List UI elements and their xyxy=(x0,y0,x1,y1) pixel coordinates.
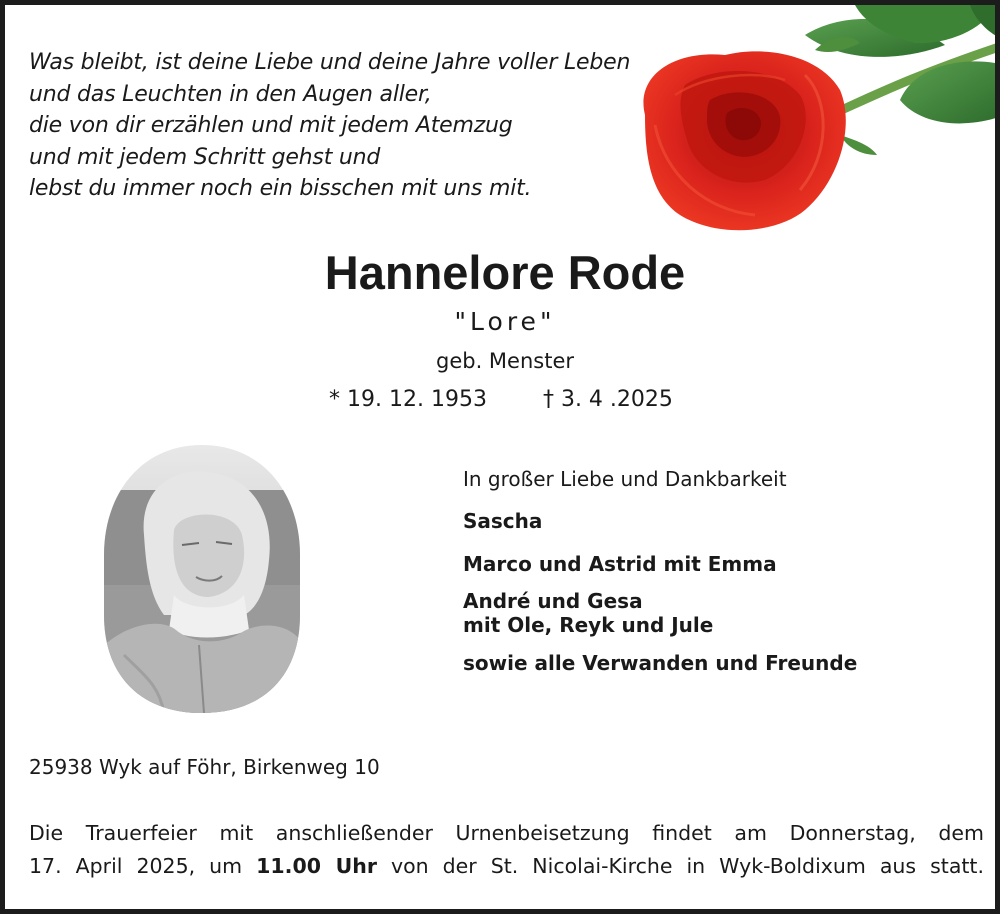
poem xyxy=(29,47,630,205)
poem-line: Was bleibt, ist deine Liebe und deine Jahre voller Leben xyxy=(29,50,631,75)
birth-date: * 19. 12. 1953 xyxy=(329,387,487,412)
funeral-time: 11.00 Uhr xyxy=(256,854,377,878)
family-member: Marco und Astrid mit Emma xyxy=(463,552,777,576)
deceased-birth-name: geb. Menster xyxy=(435,349,574,373)
deceased-name: Hannelore Rode xyxy=(324,246,686,299)
funeral-date: 17. April 2025, um xyxy=(29,854,257,878)
family-member: sowie alle Verwanden und Freunde xyxy=(463,651,858,675)
funeral-location: von der St. Nicolai-Kirche in Wyk-Boldixum aus statt. xyxy=(376,854,984,878)
poem-line: und das Leuchten in den Augen aller, xyxy=(29,81,432,107)
portrait-photo-icon xyxy=(104,445,300,713)
death-date: † 3. 4 .2025 xyxy=(542,387,673,412)
funeral-info xyxy=(29,817,984,883)
life-dates xyxy=(329,387,673,412)
funeral-line: Die Trauerfeier mit anschließender Urnenbeisetzung findet am Donnerstag, dem xyxy=(29,821,984,845)
poem-line: die von dir erzählen und mit jedem Atemzug xyxy=(29,113,513,138)
family-address: 25938 Wyk auf Föhr, Birkenweg 10 xyxy=(29,755,380,779)
poem-line: lebst du immer noch ein bisschen mit uns mit. xyxy=(29,176,532,201)
family-signatures xyxy=(463,467,857,675)
deceased-nickname: "Lore" xyxy=(454,307,556,336)
family-member: Sascha xyxy=(463,509,543,533)
family-intro: In großer Liebe und Dankbarkeit xyxy=(463,467,787,491)
funeral-line xyxy=(29,850,984,883)
rose-icon xyxy=(615,5,1000,237)
family-member: mit Ole, Reyk und Jule xyxy=(463,613,714,637)
poem-line: und mit jedem Schritt gehst und xyxy=(29,144,381,170)
family-member: André und Gesa xyxy=(463,589,643,613)
